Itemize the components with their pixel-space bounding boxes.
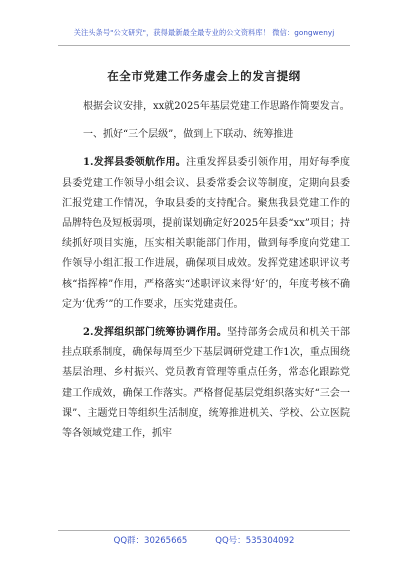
point-2-lead: 2.发挥组织部门统筹协调作用。	[83, 327, 228, 339]
qq-number-info	[215, 534, 294, 546]
document-body	[62, 97, 350, 444]
section-heading: 一、抓好“三个层级”，做到上下联动、统筹推进	[83, 129, 294, 141]
header-promo-text: 关注头条号"公文研究"，获得最新最全最专业的公文资料库！ 微信：gongwenyj	[73, 28, 335, 37]
footer-divider	[58, 530, 350, 531]
point-1-text: 注重发挥县委引领作用，用好每季度县委党建工作领导小组会议、县委常委会议等制度，定期向县委汇报党建工作情况，争取县委的支持配合。聚焦我县党建工作的品牌特色及短板弱项，提前谋划确定好2025年县委“xx”项目；持续抓好项目实施，压实相关职能部门作用，做到每季度向党建工作领导小组汇报工作进展，确保项目成效。发挥党建述职评议考核“指挥棒”作用，严格落实“述职评议来得‘好’的，年度考核不确定为‘优秀’”的工作要求，压实党建责任。	[62, 157, 350, 310]
paragraph-point-1	[62, 153, 350, 315]
qq-group-number: 30265665	[144, 536, 188, 546]
document-title: 在全市党建工作务虚会上的发言提纲	[107, 69, 301, 83]
point-2-text: 坚持部务会成员和机关干部挂点联系制度，确保每周至少下基层调研党建工作1次，重点围绕基层治理、乡村振兴、党员教育管理等重点任务，常态化跟踪党建工作成效，确保工作落实。严格督促基层党组织落实好“三会一课”、主题党日等组织生活制度，统筹推进机关、学校、公立医院等各领域党建工作，抓牢	[62, 327, 350, 440]
footer-contact	[0, 534, 408, 546]
qq-label: QQ号：	[215, 536, 246, 546]
intro-paragraph: 根据会议安排，xx就2025年基层党建工作思路作简要发言。	[83, 101, 350, 112]
paragraph-point-2	[62, 323, 350, 444]
header-divider	[58, 45, 350, 46]
qq-group-info	[114, 534, 188, 546]
point-1-lead: 1.发挥县委领航作用。	[83, 157, 187, 169]
qq-group-label: QQ群：	[113, 536, 145, 546]
qq-number: 535304092	[245, 536, 295, 546]
